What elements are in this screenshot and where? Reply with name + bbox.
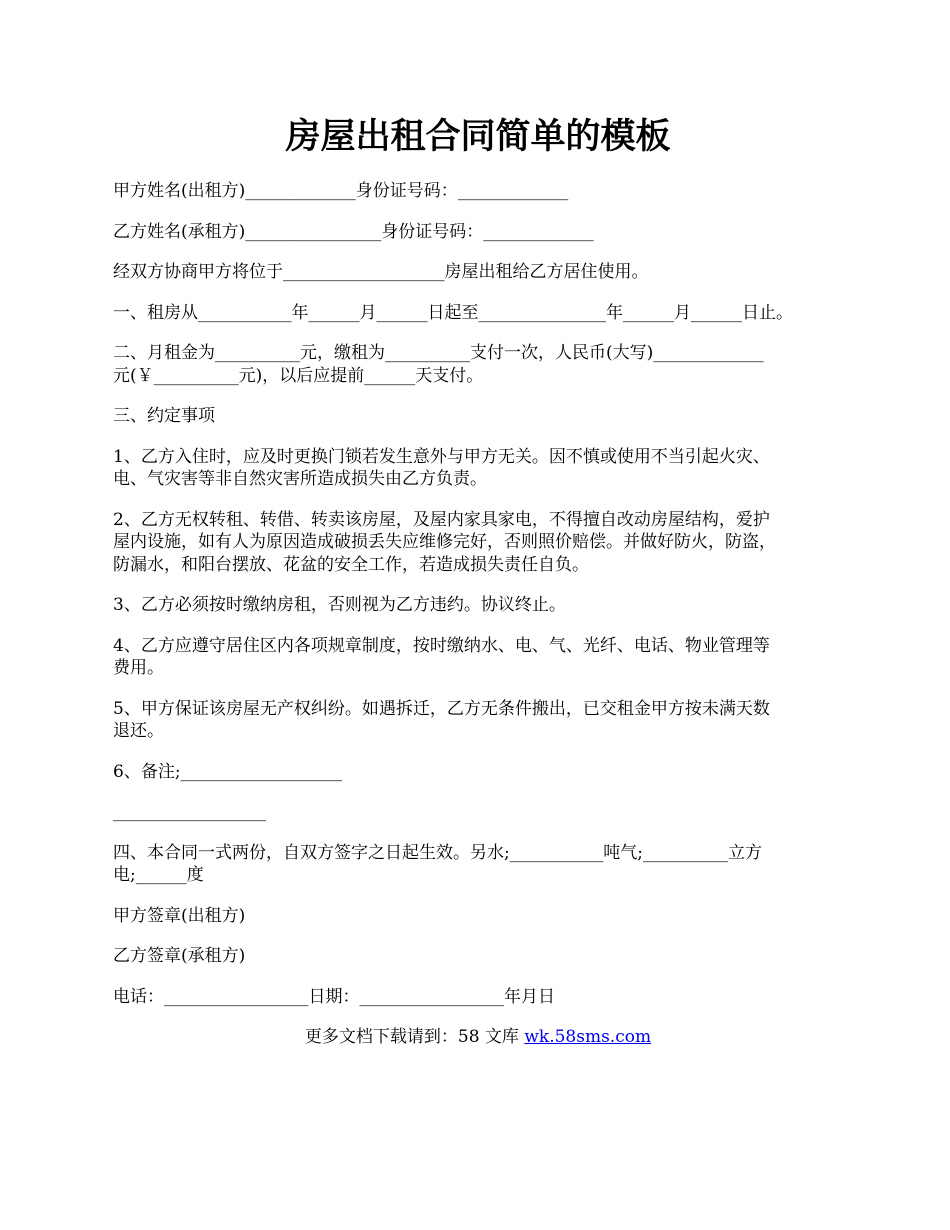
party-a-line: 甲方姓名(出租方)_____________身份证号码：_____________ (113, 181, 569, 201)
term-6-remarks: 6、备注;___________________ (113, 761, 343, 782)
footer-link[interactable]: wk.58sms.com (524, 1027, 652, 1047)
clause-2-rent-amount: 二、月租金为__________元，缴租为__________支付一次，人民币(大写)_____________ 元(￥__________元)，以后应提前______天支付。 (113, 343, 764, 386)
party-b-line: 乙方姓名(承租方)________________身份证号码：_____________ (113, 221, 594, 242)
document-page (113, 112, 843, 1049)
term-5: 5、甲方保证该房屋无产权纠纷。如遇拆迁，乙方无条件搬出，已交租金甲方按未满天数 退还。 (113, 698, 770, 741)
term-3: 3、乙方必须按时缴纳房租，否则视为乙方违约。协议终止。 (113, 595, 566, 615)
property-location-line: 经双方协商甲方将位于___________________房屋出租给乙方居住使用。 (113, 262, 649, 282)
clause-3-heading: 三、约定事项 (113, 406, 215, 426)
term-2: 2、乙方无权转租、转借、转卖该房屋，及屋内家具家电，不得擅自改动房屋结构，爱护 屋内设施，如有人为原因造成破损丢失应维修完好，否则照价赔偿。并做好防火，防盗， 防漏水，和阳台摆放、花盆的安全工作，若造成损失责任自负。 (113, 509, 776, 575)
clause-4-effective: 四、本合同一式两份，自双方签字之日起生效。另水;___________吨气;__________立方 电;______度 (113, 842, 762, 885)
term-1: 1、乙方入住时，应及时更换门锁若发生意外与甲方无关。因不慎或使用不当引起火灾、 电、气灾害等非自然灾害所造成损失由乙方负责。 (113, 446, 770, 489)
phone-date-line: 电话：_________________日期：_________________年月日 (113, 986, 555, 1007)
party-b-signature: 乙方签章(承租方) (113, 946, 246, 966)
clause-1-rent-period: 一、租房从___________年______月______日起至_______________年______月______日止。 (113, 302, 793, 323)
term-4: 4、乙方应遵守居住区内各项规章制度，按时缴纳水、电、气、光纤、电话、物业管理等 费用。 (113, 635, 770, 678)
footer-prefix: 更多文档下载请到：58 文库 (304, 1027, 525, 1047)
party-a-signature: 甲方签章(出租方) (113, 905, 246, 926)
remarks-blank-line: __________________ (113, 802, 266, 822)
document-title: 房屋出租合同简单的模板 (285, 116, 671, 157)
footer-note (113, 1026, 843, 1049)
